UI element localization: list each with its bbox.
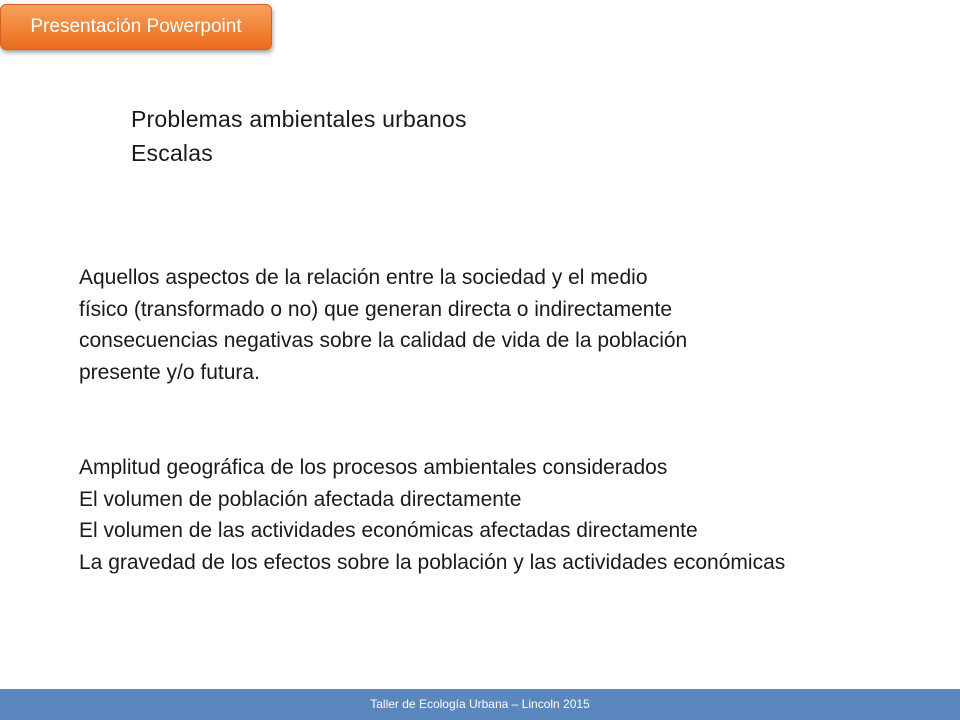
definition-line: presente y/o futura. [79, 360, 260, 384]
scales-item: El volumen de población afectada directamente [79, 487, 522, 511]
slide-title [131, 102, 467, 170]
title-line-scales: Escalas [131, 140, 213, 166]
definition-paragraph [79, 262, 687, 388]
scales-item: La gravedad de los efectos sobre la población y las actividades económicas [79, 550, 786, 574]
definition-line: Aquellos aspectos de la relación entre la sociedad y el medio [79, 266, 648, 289]
definition-line: físico (transformado o no) que generan directa o indirectamente [79, 297, 672, 321]
scales-item: Amplitud geográfica de los procesos ambientales considerados [79, 456, 668, 479]
footer-bar [0, 689, 960, 720]
title-line-problems: Problemas ambientales urbanos [131, 106, 467, 132]
definition-line: consecuencias negativas sobre la calidad de vida de la población [79, 329, 688, 352]
scales-list [79, 452, 785, 578]
scales-item: El volumen de las actividades económicas afectadas directamente [79, 519, 698, 542]
footer-text: Taller de Ecología Urbana – Lincoln 2015 [370, 697, 590, 711]
presentation-badge: Presentación Powerpoint [0, 4, 272, 50]
